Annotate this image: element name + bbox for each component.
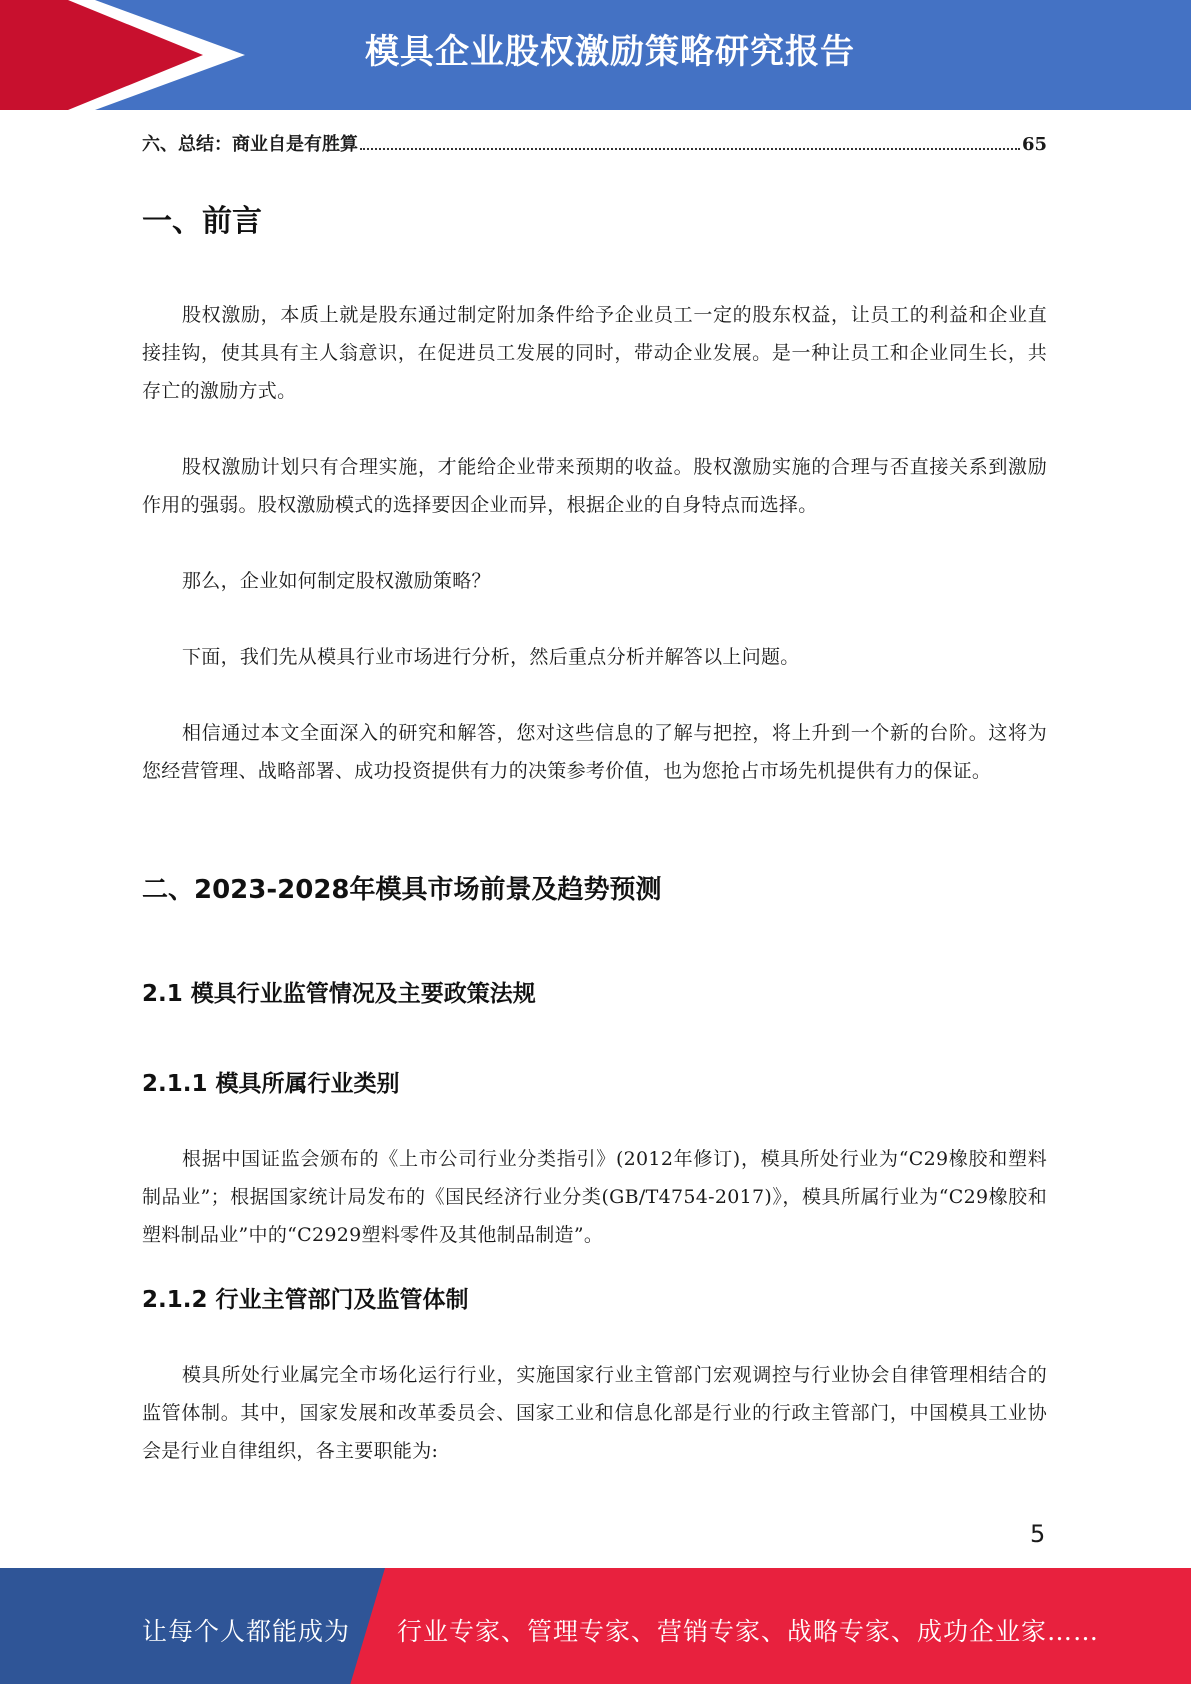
section-2-1-2-body [142,1356,1047,1470]
footer-slogan-right: 行业专家、管理专家、营销专家、战略专家、成功企业家…… [397,1617,1100,1646]
paragraph: 股权激励计划只有合理实施，才能给企业带来预期的收益。股权激励实施的合理与否直接关系到激励作用的强弱。股权激励模式的选择要因企业而异，根据企业的自身特点而选择。 [142,456,1047,516]
section-2-1-heading: 2.1 模具行业监管情况及主要政策法规 [142,981,536,1007]
paragraph: 根据中国证监会颁布的《上市公司行业分类指引》(2012年修订)，模具所处行业为“C29橡胶和塑料制品业”；根据国家统计局发布的《国民经济行业分类(GB/T4754-2017)》，模具所属行业为“C29橡胶和塑料制品业”中的“C2929塑料零件及其他制品制造”。 [142,1148,1047,1246]
section-1-heading-wrap [142,202,1047,242]
section-2-1-2-heading: 2.1.2 行业主管部门及监管体制 [142,1287,469,1313]
section-2-1-1-heading: 2.1.1 模具所属行业类别 [142,1071,400,1097]
toc-leader-dots [360,148,1020,150]
report-footer [0,1568,1191,1684]
section-2-1-1-body [142,1140,1047,1254]
report-header [0,0,1191,110]
section-2-heading: 二、2023-2028年模具市场前景及趋势预测 [142,875,662,905]
paragraph: 相信通过本文全面深入的研究和解答，您对这些信息的了解与把控，将上升到一个新的台阶。这将为您经营管理、战略部署、成功投资提供有力的决策参考价值，也为您抢占市场先机提供有力的保证。 [142,722,1047,782]
toc-entry[interactable] [142,130,1047,156]
section-1-body-2 [142,448,1047,524]
section-1-body-3 [142,562,1047,600]
paragraph: 股权激励，本质上就是股东通过制定附加条件给予企业员工一定的股东权益，让员工的利益和企业直接挂钩，使其具有主人翁意识，在促进员工发展的同时，带动企业发展。是一种让员工和企业同生长，共存亡的激励方式。 [142,304,1047,402]
report-title: 模具企业股权激励策略研究报告 [365,32,855,72]
toc-entry-page: 65 [1021,134,1047,155]
section-2-1-1-heading-wrap [142,1068,1047,1100]
paragraph: 那么，企业如何制定股权激励策略？ [182,570,491,592]
paragraph: 下面，我们先从模具行业市场进行分析，然后重点分析并解答以上问题。 [182,646,800,668]
section-2-1-heading-wrap [142,978,1047,1010]
footer-slogan-left: 让每个人都能成为 [142,1617,351,1646]
section-1-heading: 一、前言 [142,204,262,239]
header-red-decoration [0,0,68,110]
section-1-body-4 [142,638,1047,676]
section-1-body-5 [142,714,1047,790]
toc-entry-label: 六、总结：商业自是有胜算 [142,134,358,155]
header-red-arrow-decoration [68,0,203,110]
section-2-1-2-heading-wrap [142,1284,1047,1316]
page-number: 5 [1030,1520,1046,1548]
paragraph: 模具所处行业属完全市场化运行行业，实施国家行业主管部门宏观调控与行业协会自律管理相结合的监管体制。其中，国家发展和改革委员会、国家工业和信息化部是行业的行政主管部门，中国模具工业协会是行业自律组织，各主要职能为: [142,1364,1047,1462]
section-2-heading-wrap [142,872,1047,908]
section-1-body [142,296,1047,410]
